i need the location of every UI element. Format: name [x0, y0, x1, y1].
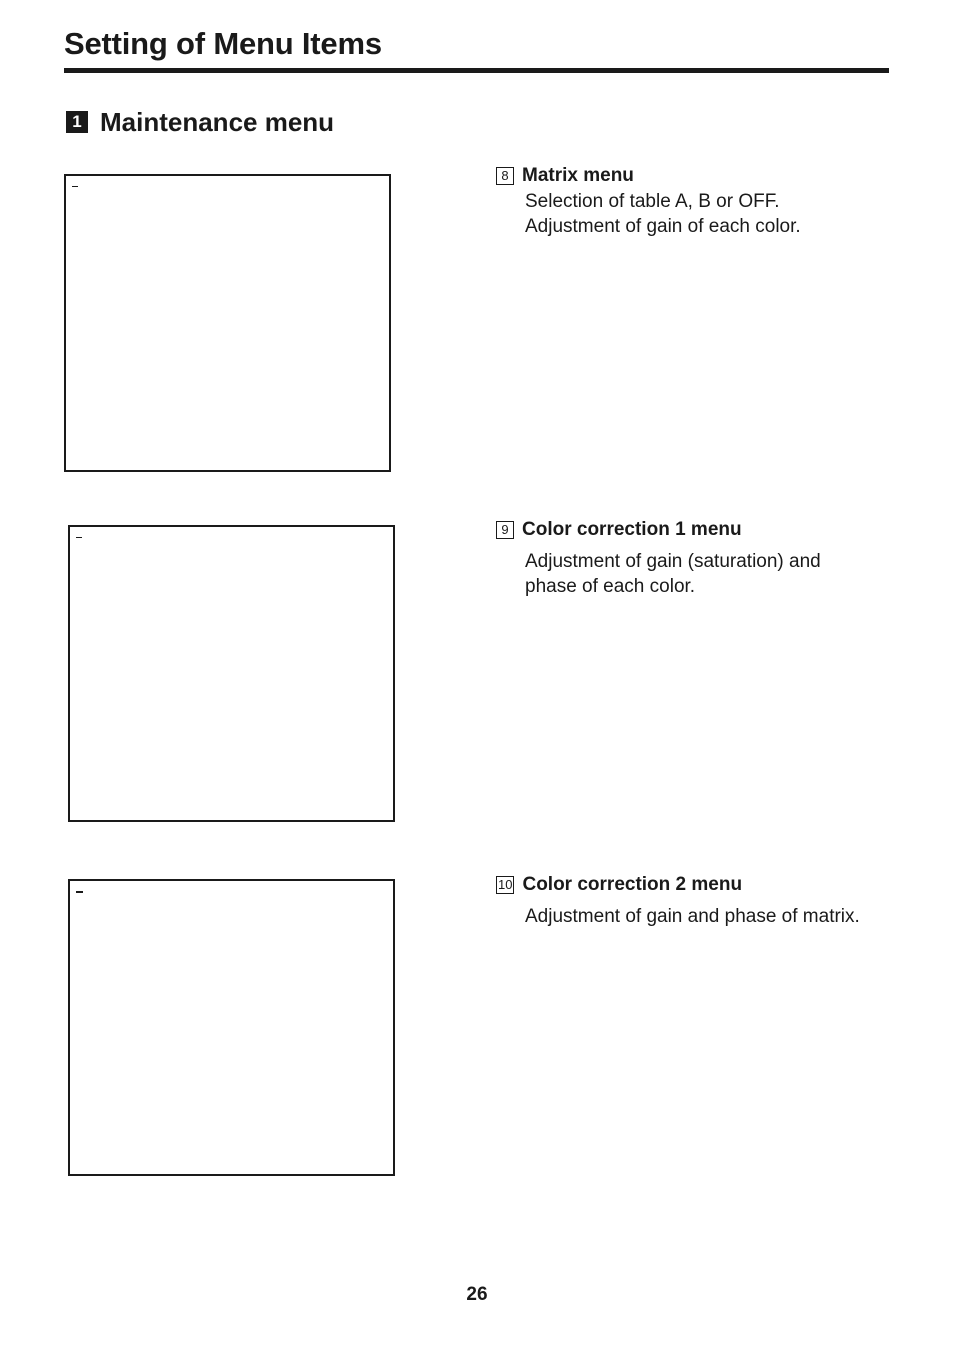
section-number-badge: 1: [66, 111, 88, 133]
item-description: [525, 189, 916, 239]
item-title: Color correction 2 menu: [522, 874, 743, 895]
item-number-box: 9: [496, 521, 514, 539]
item-heading: [496, 164, 916, 188]
cursor-mark: [76, 891, 83, 893]
matrix-menu-screen: [64, 174, 391, 472]
page-title: Setting of Menu Items: [64, 26, 382, 61]
item-heading: [496, 873, 916, 897]
item-number-box: 10: [498, 877, 513, 892]
item-number-box: 8: [496, 167, 514, 185]
description-line: phase of each color.: [525, 576, 696, 597]
menu-item-matrix: [496, 164, 916, 239]
description-line: Adjustment of gain of each color.: [525, 216, 801, 237]
item-heading: [496, 518, 916, 542]
item-title: Color correction 1 menu: [522, 519, 742, 540]
cursor-mark: [76, 537, 82, 538]
item-description: [525, 904, 916, 929]
item-title: Matrix menu: [522, 165, 634, 186]
description-line: Adjustment of gain and phase of matrix.: [525, 906, 860, 927]
section-heading: [66, 106, 334, 138]
page-number: 26: [466, 1284, 488, 1305]
description-line: Selection of table A, B or OFF.: [525, 191, 780, 212]
menu-item-color-correction-2: [496, 873, 916, 929]
section-label: Maintenance menu: [100, 107, 335, 137]
description-line: Adjustment of gain (saturation) and: [525, 551, 821, 572]
title-rule: [64, 68, 889, 73]
item-description: [525, 549, 916, 599]
color-correction-2-screen: [68, 879, 395, 1176]
color-correction-1-screen: [68, 525, 395, 822]
menu-item-color-correction-1: [496, 518, 916, 599]
cursor-mark: [72, 186, 78, 187]
